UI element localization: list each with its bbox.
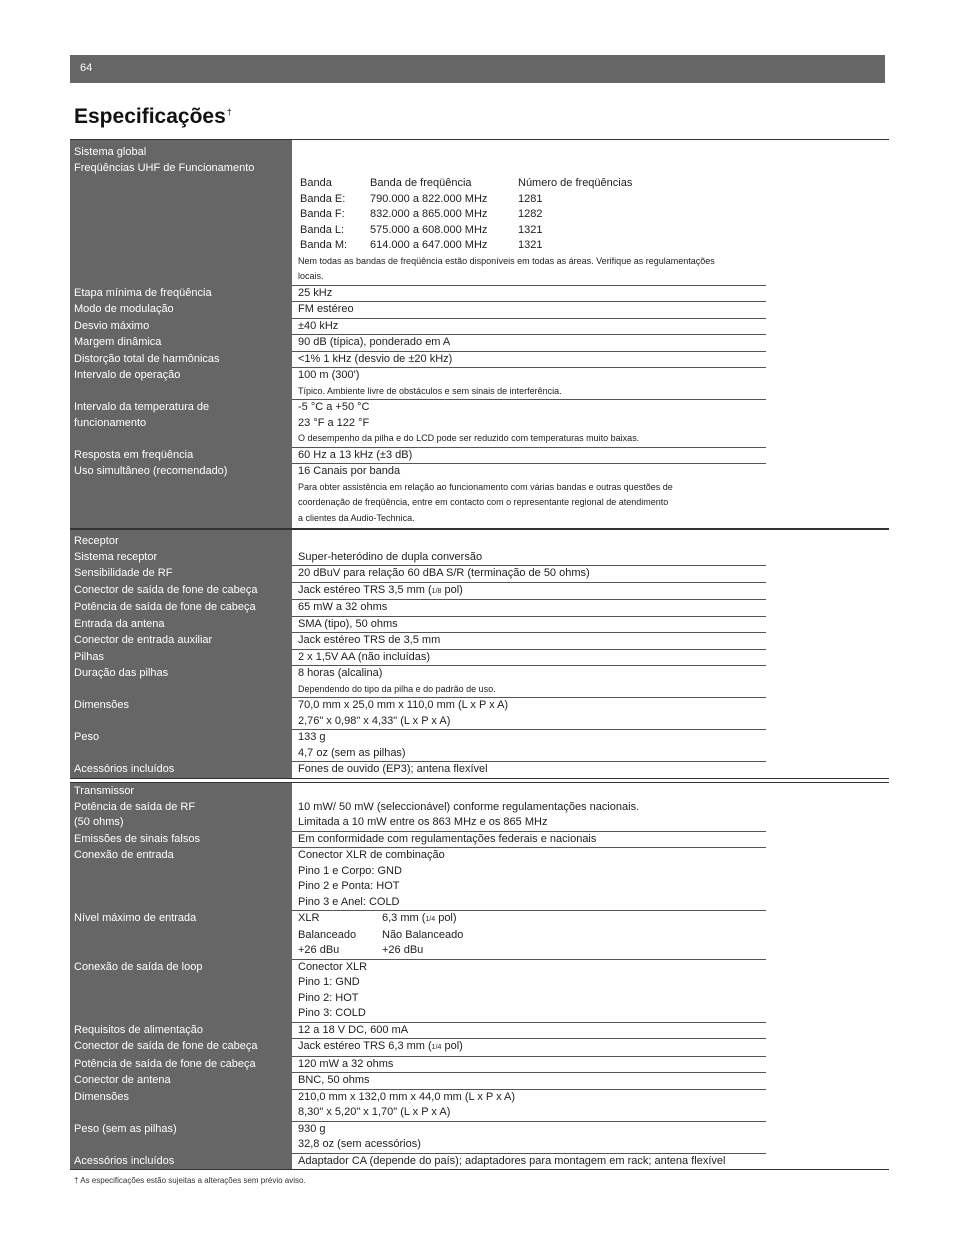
spec-row: Entrada da antena SMA (tipo), 50 ohms <box>70 617 889 634</box>
spec-row: Potência de saída de fone de cabeça 65 mW a 32 ohms <box>70 600 889 617</box>
spec-row: Desvio máximo ±40 kHz <box>70 319 889 336</box>
section-transmissor <box>70 782 889 1170</box>
spec-row: Resposta em freqüência 60 Hz a 13 kHz (±3 dB) <box>70 448 889 465</box>
section-heading: Receptor <box>74 535 119 547</box>
page-title: Especificações† <box>74 105 232 128</box>
spec-row: Conector de antena BNC, 50 ohms <box>70 1073 889 1090</box>
spec-row: Conector de entrada auxiliar Jack estéreo TRS de 3,5 mm <box>70 633 889 650</box>
spec-row: Potência de saída de fone de cabeça 120 mW a 32 ohms <box>70 1057 889 1074</box>
spec-row: Intervalo de operação 100 m (300') Típico. Ambiente livre de obstáculos e sem sinais de interferência. <box>70 368 889 400</box>
spec-row: Intervalo da temperatura de funcionamento -5 °C a +50 °C 23 °F a 122 °F O desempenho da pilha e do LCD pode ser reduzido com temperaturas muito baixas. <box>70 400 889 448</box>
section-sistema-global <box>70 139 889 529</box>
spec-note: Típico. Ambiente livre de obstáculos e sem sinais de interferência. <box>298 385 562 396</box>
section-heading: Transmissor <box>74 785 135 797</box>
spec-row: Uso simultâneo (recomendado) 16 Canais por banda Para obter assistência em relação ao funcionamento com várias bandas e outras questões de coordenação de freqüência, entre em contacto com o representante regional de atendimento a clientes da Audio-Technica. <box>74 465 673 523</box>
spec-row: Peso (sem as pilhas) 930 g 32,8 oz (sem acessórios) <box>70 1122 889 1154</box>
spec-row: Sensibilidade de RF 20 dBuV para relação 60 dBA S/R (terminação de 50 ohms) <box>70 566 889 583</box>
section-receptor <box>70 529 889 779</box>
spec-row: Modo de modulação FM estéreo <box>70 302 889 319</box>
input-level-table: XLR 6,3 mm (1/4 pol) Balanceado Não Balanceado +26 dBu +26 dBu <box>298 912 464 956</box>
spec-row: Conector de saída de fone de cabeça Jack estéreo TRS 6,3 mm (1/4 pol) <box>70 1039 889 1057</box>
page-number: 64 <box>80 62 93 74</box>
spec-note: Nem todas as bandas de freqüência estão disponíveis em todas as áreas. Verifique as regulamentações locais. <box>298 255 715 281</box>
page-header-bar <box>70 55 885 83</box>
spec-row: Distorção total de harmônicas <1% 1 kHz (desvio de ±20 kHz) <box>70 352 889 369</box>
spec-row: Dimensões 210,0 mm x 132,0 mm x 44,0 mm (L x P x A) 8,30" x 5,20" x 1,70" (L x P x A) <box>70 1090 889 1122</box>
spec-note: O desempenho da pilha e do LCD pode ser reduzido com temperaturas muito baixas. <box>298 433 640 443</box>
spec-row: Nível máximo de entrada XLR 6,3 mm (1/4 pol) Balanceado Não Balanceado +26 dBu +26 dBu <box>70 911 889 960</box>
spec-row: Conexão de saída de loop Conector XLR Pino 1: GND Pino 2: HOT Pino 3: COLD <box>70 960 889 1023</box>
spec-row: Conexão de entrada Conector XLR de combinação Pino 1 e Corpo: GND Pino 2 e Ponta: HOT Pino 3 e Anel: COLD <box>70 848 889 911</box>
spec-note: Dependendo do tipo da pilha e do padrão de uso. <box>298 683 496 694</box>
spec-row: Requisitos de alimentação 12 a 18 V DC, 600 mA <box>70 1023 889 1040</box>
spec-row: Receptor Sistema receptor Super-heteródino de dupla conversão <box>70 530 889 566</box>
footnote: † As especificações estão sujeitas a alterações sem prévio aviso. <box>74 1176 306 1185</box>
spec-row: Margem dinâmica 90 dB (típica), ponderado em A <box>70 335 889 352</box>
spec-row: Transmissor Potência de saída de RF (50 ohms) 10 mW/ 50 mW (seleccionável) conforme regulamentações nacionais. Limitada a 10 mW entre os 863 MHz e os 865 MHz <box>70 783 889 832</box>
spec-row: Peso 133 g 4,7 oz (sem as pilhas) <box>70 730 889 762</box>
spec-row: Duração das pilhas 8 horas (alcalina) Dependendo do tipo da pilha e do padrão de uso. <box>70 666 889 698</box>
spec-row: Emissões de sinais falsos Em conformidade com regulamentações federais e nacionais <box>70 832 889 849</box>
spec-row: Acessórios incluídos Fones de ouvido (EP3); antena flexível <box>74 763 488 775</box>
spec-row <box>70 140 889 286</box>
spec-row: Dimensões 70,0 mm x 25,0 mm x 110,0 mm (L x P x A) 2,76" x 0,98" x 4,33" (L x P x A) <box>70 698 889 730</box>
title-dagger: † <box>226 107 232 117</box>
spec-label: Freqüências UHF de Funcionamento <box>74 161 255 174</box>
section-heading: Sistema global <box>74 146 147 158</box>
spec-row: Pilhas 2 x 1,5V AA (não incluídas) <box>70 650 889 667</box>
frequency-table: Banda Banda de freqüência Número de freqüências Banda E: 790.000 a 822.000 MHz 1281 Banda F: 832.000 a 865.000 MHz 1282 Banda L: 575.000 a 608.000 MHz 1321 Banda M: 614.000 a 647.000 MHz 1321 <box>300 177 633 251</box>
spec-row: Conector de saída de fone de cabeça Jack estéreo TRS 3,5 mm (1/8 pol) <box>70 583 889 601</box>
spec-row: Etapa mínima de freqüência 25 kHz <box>70 286 889 303</box>
spec-row: Acessórios incluídos Adaptador CA (depende do país); adaptadores para montagem em rack; antena flexível <box>74 1154 726 1167</box>
